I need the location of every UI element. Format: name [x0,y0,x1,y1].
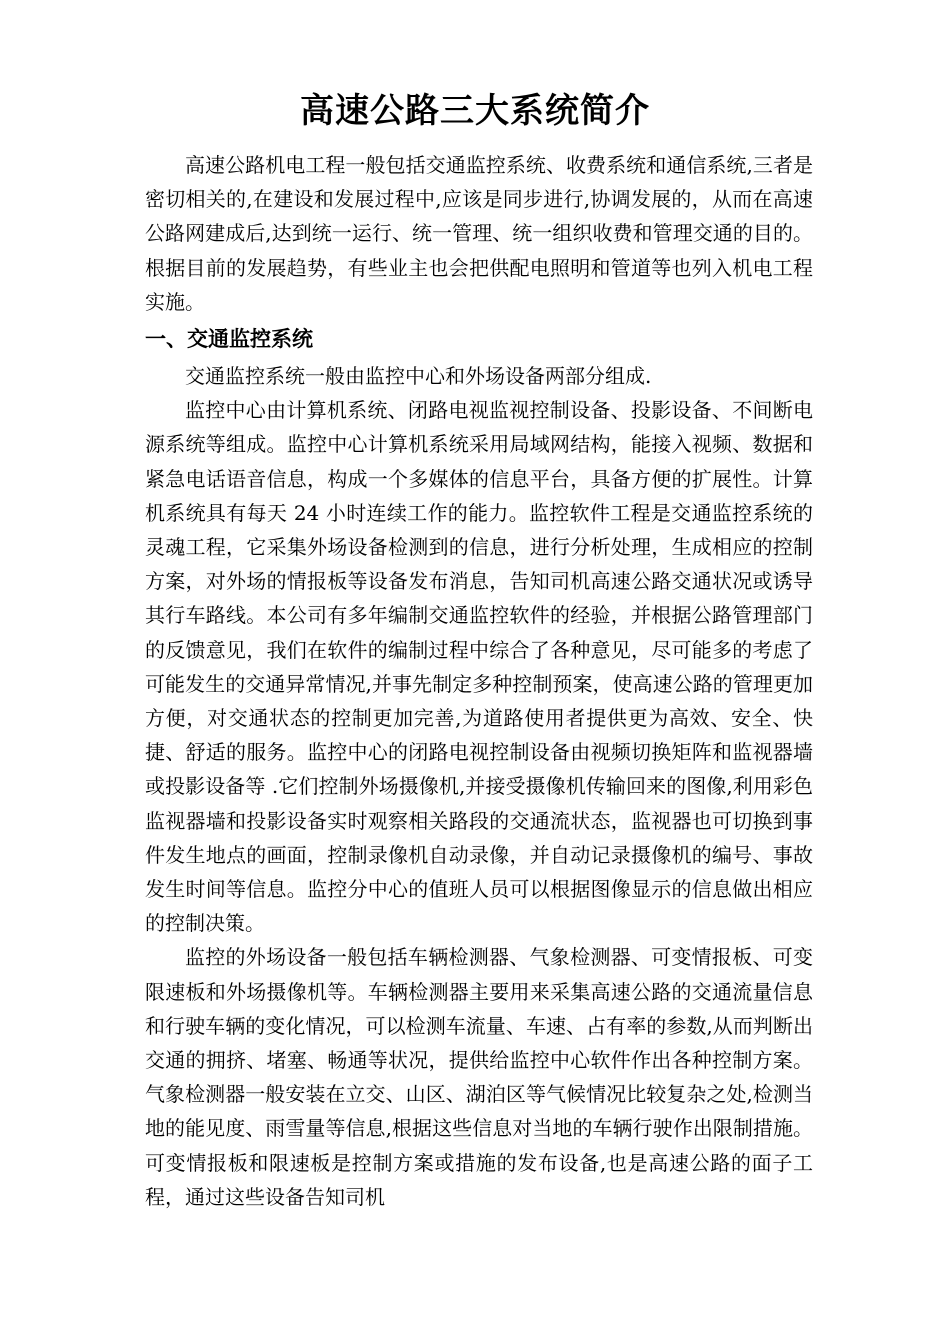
section-paragraph-overview: 交通监控系统一般由监控中心和外场设备两部分组成. [185,364,652,389]
section-heading-traffic-monitoring: 一、交通监控系统 [145,327,313,352]
section-paragraph-monitoring-center: 监控中心由计算机系统、闭路电视监视控制设备、投影设备、不间断电源系统等组成。监控中心计算机系统采用局域网结构，能接入视频、数据和紧急电话语音信息，构成一个多媒体的信息平台，具备方便的扩展性。计算机系统具有每天 24 小时连续工作的能力。监控软件工程是交通监控系统的灵魂工程，它采集外场设备检测到的信息，进行分析处理，生成相应的控制方案，对外场的情报板等设备发布消息，告知司机高速公路交通状况或诱导其行车路线。本公司有多年编制交通监控软件的经验，并根据公路管理部门的反馈意见，我们在软件的编制过程中综合了各种意见，尽可能多的考虑了可能发生的交通异常情况,并事先制定多种控制预案，使高速公路的管理更加方便，对交通状态的控制更加完善,为道路使用者提供更为高效、安全、快捷、舒适的服务。监控中心的闭路电视控制设备由视频切换矩阵和监视器墙或投影设备等 .它们控制外场摄像机,并接受摄像机传输回来的图像,利用彩色监视器墙和投影设备实时观察相关路段的交通流状态，监视器也可切换到事件发生地点的画面，控制录像机自动录像，并自动记录摄像机的编号、事故发生时间等信息。监控分中心的值班人员可以根据图像显示的信息做出相应的控制决策。 [145,398,813,936]
document-body [145,148,813,1214]
section-paragraph-field-equipment: 监控的外场设备一般包括车辆检测器、气象检测器、可变情报板、可变限速板和外场摄像机等。车辆检测器主要用来采集高速公路的交通流量信息和行驶车辆的变化情况，可以检测车流量、车速、占有率的参数,从而判断出交通的拥挤、堵塞、畅通等状况，提供给监控中心软件作出各种控制方案。气象检测器一般安装在立交、山区、湖泊区等气候情况比较复杂之处,检测当地的能见度、雨雪量等信息,根据这些信息对当地的车辆行驶作出限制措施。可变情报板和限速板是控制方案或措施的发布设备,也是高速公路的面子工程，通过这些设备告知司机 [145,945,813,1209]
intro-paragraph: 高速公路机电工程一般包括交通监控系统、收费系统和通信系统,三者是密切相关的,在建设和发展过程中,应该是同步进行,协调发展的，从而在高速公路网建成后,达到统一运行、统一管理、统一组织收费和管理交通的目的。根据目前的发展趋势，有些业主也会把供配电照明和管道等也列入机电工程实施。 [145,153,813,314]
document-title: 高速公路三大系统简介 [300,91,650,131]
